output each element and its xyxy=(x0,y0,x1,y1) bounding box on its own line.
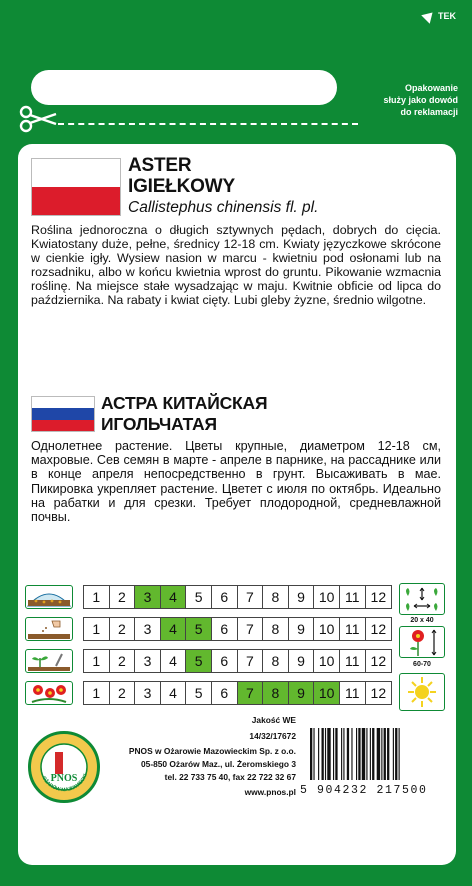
barcode-bar xyxy=(399,728,400,780)
full-sun-icon xyxy=(399,673,445,711)
month-cell: 7 xyxy=(238,618,264,640)
barcode-bar xyxy=(395,728,397,780)
calendar-row-sowing-outdoors xyxy=(25,617,392,641)
barcode-bar xyxy=(343,728,344,780)
producer-phone: tel. 22 733 75 40, fax 22 722 32 67 xyxy=(164,772,296,782)
month-cell: 8 xyxy=(263,682,289,704)
month-cell: 3 xyxy=(135,618,161,640)
month-cell: 5 xyxy=(186,586,212,608)
barcode-bar xyxy=(318,728,319,780)
calendar-row-flowering xyxy=(25,681,392,705)
month-cell: 1 xyxy=(84,682,110,704)
producer-name: PNOS w Ożarowie Mazowieckim Sp. z o.o. xyxy=(128,746,296,756)
month-cell: 5 xyxy=(186,650,212,672)
month-cell: 9 xyxy=(289,586,315,608)
month-cell: 4 xyxy=(161,650,187,672)
latin-name: Callistephus chinensis fl. pl. xyxy=(128,199,319,216)
barcode-bar xyxy=(356,728,357,780)
tek-logo-icon xyxy=(421,8,437,24)
month-cell: 11 xyxy=(340,586,366,608)
month-cell: 5 xyxy=(186,682,212,704)
cut-line xyxy=(58,123,358,125)
producer-code: 14/32/17672 xyxy=(249,731,296,741)
barcode-bar xyxy=(366,728,367,780)
barcode-bar xyxy=(341,728,342,780)
calendar-row-planting-out xyxy=(25,649,392,673)
height-value: 60-70 xyxy=(413,661,431,668)
month-cell: 2 xyxy=(110,682,136,704)
month-cell: 7 xyxy=(238,586,264,608)
scissors-icon xyxy=(18,104,60,134)
plant-height-icon xyxy=(399,626,445,658)
barcode-bar xyxy=(322,728,324,780)
russian-title: АСТРА КИТАЙСКАЯ ИГОЛЬЧАТАЯ xyxy=(101,393,268,434)
barcode-bar xyxy=(347,728,349,780)
month-cell: 10 xyxy=(314,682,340,704)
month-cell: 10 xyxy=(314,586,340,608)
month-cell: 1 xyxy=(84,586,110,608)
month-cell: 3 xyxy=(135,682,161,704)
polish-title: ASTER IGIEŁKOWY xyxy=(128,155,235,197)
producer-website: www.pnos.pl xyxy=(244,787,296,797)
barcode-bar xyxy=(393,728,394,780)
flower-icon xyxy=(25,681,73,705)
barcode-bar xyxy=(387,728,389,780)
brand-mark-text: TEK xyxy=(438,11,456,21)
month-cell: 7 xyxy=(238,650,264,672)
barcode-bar xyxy=(333,728,334,780)
cold-frame-icon xyxy=(25,585,73,609)
pouch-tab xyxy=(31,70,337,105)
month-cell: 2 xyxy=(110,650,136,672)
barcode-bar xyxy=(358,728,360,780)
month-cell: 11 xyxy=(340,682,366,704)
barcode-bar xyxy=(384,728,386,780)
month-cell: 2 xyxy=(110,586,136,608)
month-cell: 6 xyxy=(212,650,238,672)
barcode-bar xyxy=(335,728,337,780)
pnos-logo xyxy=(28,731,100,803)
seed-hand-icon xyxy=(25,617,73,641)
month-cells xyxy=(83,649,392,673)
brand-mark xyxy=(423,11,456,21)
month-cells xyxy=(83,681,392,705)
month-cells xyxy=(83,617,392,641)
month-cell: 7 xyxy=(238,682,264,704)
month-cell: 1 xyxy=(84,618,110,640)
barcode-bar xyxy=(313,728,314,780)
month-cells xyxy=(83,585,392,609)
plant-spacing-icon xyxy=(399,583,445,615)
seedling-trowel-icon xyxy=(25,649,73,673)
month-cell: 6 xyxy=(212,618,238,640)
month-cell: 12 xyxy=(370,653,387,669)
barcode-bar xyxy=(370,728,371,780)
barcode-bar xyxy=(325,728,326,780)
calendar-row-sowing-under-cover xyxy=(25,585,392,609)
barcode-bar xyxy=(362,728,365,780)
russian-flag-icon xyxy=(31,396,95,432)
month-cell: 9 xyxy=(289,650,315,672)
month-cell: 4 xyxy=(161,618,187,640)
month-cell: 6 xyxy=(212,682,238,704)
month-cell: 8 xyxy=(263,586,289,608)
barcode-bar xyxy=(310,728,312,780)
russian-description: Однолетнее растение. Цветы крупные, диаметром 12-18 см, махровые. Сев семян в марте - апреле в парнике, на рассаднике или в конце апреля непосредственно в грунт. Высаживать в мае. Пикировка укрепляет растение. Цветет с июля по октябрь. Идеально на рабатки и для срезки. Требует плодородной, средневлажной почвы. xyxy=(31,439,441,525)
barcode-bar xyxy=(381,728,382,780)
month-cell: 9 xyxy=(289,682,315,704)
producer-address: 05-850 Ożarów Maz., ul. Żeromskiego 3 xyxy=(141,759,296,769)
month-cell: 12 xyxy=(370,589,387,605)
svg-text:OŻARÓW MAZOWIECKI: OŻARÓW MAZOWIECKI xyxy=(40,773,89,794)
month-cell: 2 xyxy=(110,618,136,640)
month-cell: 8 xyxy=(263,650,289,672)
proof-note: Opakowanie służy jako dowód do reklamacji xyxy=(383,83,458,117)
barcode-bar xyxy=(372,728,374,780)
month-cell: 12 xyxy=(370,621,387,637)
svg-text:PNOS: PNOS xyxy=(50,773,78,784)
month-cell: 10 xyxy=(314,618,340,640)
month-cell: 5 xyxy=(186,618,212,640)
quality-label: Jakość WE xyxy=(251,715,296,725)
barcode-bar xyxy=(327,728,330,780)
barcode-bar xyxy=(351,728,352,780)
month-cell: 11 xyxy=(340,618,366,640)
barcode-bar xyxy=(377,728,380,780)
month-cell: 8 xyxy=(263,618,289,640)
month-cell: 3 xyxy=(135,650,161,672)
barcode xyxy=(308,728,440,780)
polish-flag-icon xyxy=(31,158,121,216)
month-cell: 3 xyxy=(135,586,161,608)
month-cell: 6 xyxy=(212,586,238,608)
month-cell: 9 xyxy=(289,618,315,640)
month-cell: 4 xyxy=(161,682,187,704)
spacing-value: 20 x 40 xyxy=(410,617,434,624)
month-cell: 10 xyxy=(314,650,340,672)
month-cell: 12 xyxy=(370,685,387,701)
polish-description: Roślina jednoroczna o długich sztywnych pędach, dobrych do cięcia. Kwiatostany duże, pełne, średnicy 12-18 cm. Kwiaty języczkowe skrócone w cienkie igły. Wysiew nasion w marcu - kwietniu pod osłonami lub na rozsadniku, albo w końcu kwietnia wprost do gruntu. Pikowanie wzmacnia roślinę. Na miejsce stałe wysadzając w maju. Kwitnie obficie od lipca do października. Na rabaty i kwiat cięty. Lubi gleby żyzne, średnio wilgotne. xyxy=(31,223,441,308)
month-cell: 4 xyxy=(161,586,187,608)
barcode-number: 5 904232 217500 xyxy=(300,784,428,797)
month-cell: 1 xyxy=(84,650,110,672)
month-cell: 11 xyxy=(340,650,366,672)
